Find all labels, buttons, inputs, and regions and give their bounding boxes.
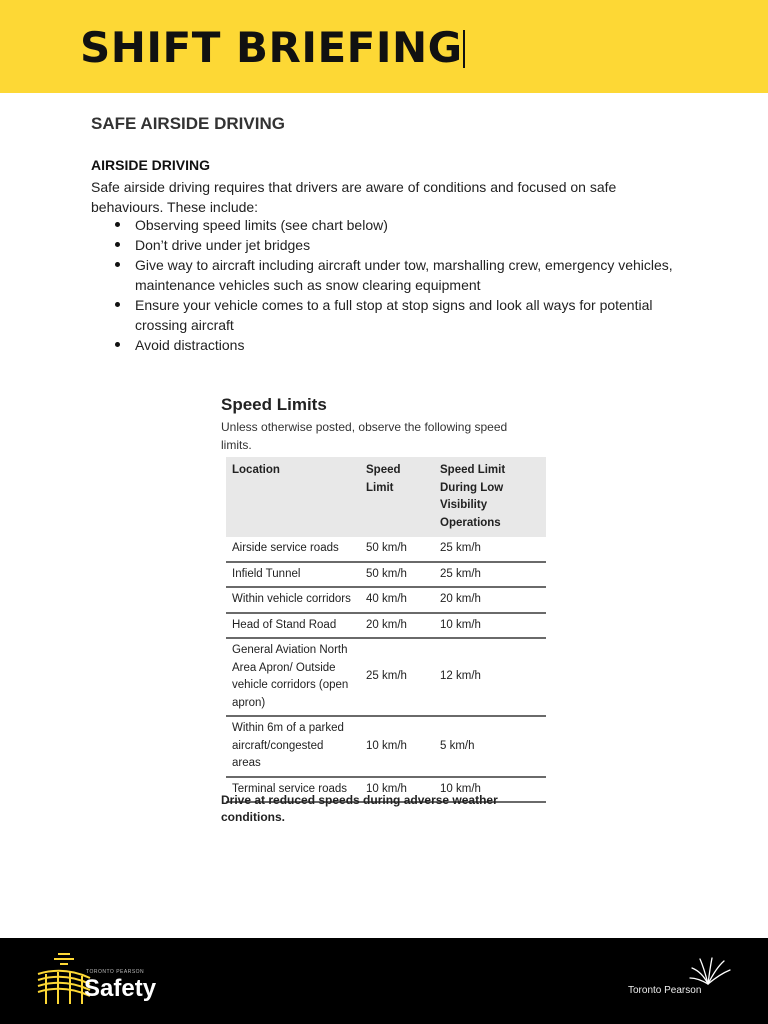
- weather-footnote: Drive at reduced speeds during adverse weather conditions.: [221, 793, 498, 824]
- cell-speed-limit: 50 km/h: [360, 537, 434, 562]
- footer-bar: [0, 938, 768, 1024]
- sub-heading: AIRSIDE DRIVING: [91, 157, 211, 173]
- table-row: [226, 562, 546, 588]
- bullet-list: [113, 215, 673, 355]
- cell-speed-limit: 10 km/h: [360, 777, 434, 803]
- cell-location: Airside service roads: [226, 537, 360, 562]
- cell-low-visibility-limit: 20 km/h: [434, 587, 546, 613]
- speed-limits-title: Speed Limits: [221, 395, 327, 414]
- speed-limits-subtitle: Unless otherwise posted, observe the following speed limits.: [221, 420, 508, 452]
- speed-limits-table: [226, 457, 546, 803]
- cell-low-visibility-limit: 10 km/h: [434, 613, 546, 639]
- column-header-location: Location: [226, 457, 360, 537]
- cell-low-visibility-limit: 25 km/h: [434, 537, 546, 562]
- list-item: Don’t drive under jet bridges: [113, 235, 673, 255]
- cell-location: Head of Stand Road: [226, 613, 360, 639]
- list-item: Ensure your vehicle comes to a full stop at stop signs and look all ways for potential crossing aircraft: [113, 295, 673, 335]
- cell-low-visibility-limit: 12 km/h: [434, 638, 546, 716]
- cell-speed-limit: 25 km/h: [360, 638, 434, 716]
- table-row: [226, 613, 546, 639]
- cell-location: Terminal service roads: [226, 777, 360, 803]
- cell-low-visibility-limit: 25 km/h: [434, 562, 546, 588]
- list-item: Give way to aircraft including aircraft under tow, marshalling crew, emergency vehicles, maintenance vehicles such as snow clearing equipment: [113, 255, 673, 295]
- column-header-low-visibility: Speed Limit During Low Visibility Operations: [434, 457, 546, 537]
- cell-location: Within 6m of a parked aircraft/congested areas: [226, 716, 360, 777]
- cell-low-visibility-limit: 5 km/h: [434, 716, 546, 777]
- table-row: [226, 587, 546, 613]
- pearson-starburst-icon: [688, 956, 732, 986]
- cell-location: Infield Tunnel: [226, 562, 360, 588]
- cell-speed-limit: 50 km/h: [360, 562, 434, 588]
- list-item: Observing speed limits (see chart below): [113, 215, 673, 235]
- column-header-speed-limit: Speed Limit: [360, 457, 434, 537]
- cell-speed-limit: 20 km/h: [360, 613, 434, 639]
- table-row: [226, 537, 546, 562]
- table-row: [226, 638, 546, 716]
- footer-tagline: TORONTO PEARSON: [86, 969, 145, 975]
- footer-brand: Toronto Pearson: [628, 985, 702, 996]
- cell-low-visibility-limit: 10 km/h: [434, 777, 546, 803]
- table-header-row: [226, 457, 546, 537]
- list-item: Avoid distractions: [113, 335, 673, 355]
- cell-location: General Aviation North Area Apron/ Outside vehicle corridors (open apron): [226, 638, 360, 716]
- header-divider: [463, 30, 465, 68]
- intro-paragraph: Safe airside driving requires that drivers are aware of conditions and focused on safe behaviours. These include:: [91, 179, 617, 215]
- footer-safety-label: Safety: [84, 975, 157, 1002]
- cell-location: Within vehicle corridors: [226, 587, 360, 613]
- page-title: SHIFT BRIEFING: [80, 23, 463, 72]
- section-heading: SAFE AIRSIDE DRIVING: [91, 114, 285, 133]
- cell-speed-limit: 10 km/h: [360, 716, 434, 777]
- cell-speed-limit: 40 km/h: [360, 587, 434, 613]
- table-row: [226, 716, 546, 777]
- header-bar: [0, 0, 768, 93]
